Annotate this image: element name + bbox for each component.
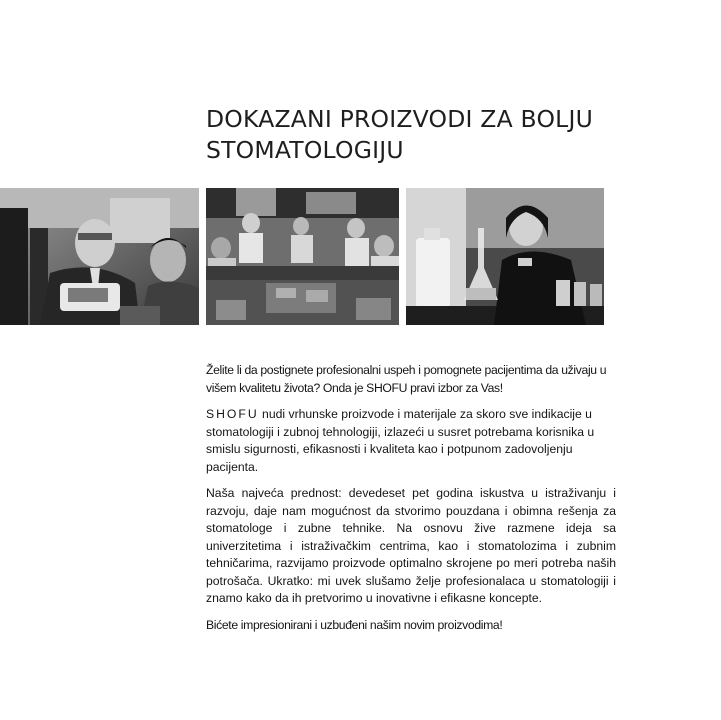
photo-dentists-examining-product: [0, 188, 199, 325]
advantage-paragraph: Naša najveća prednost: devedeset pet godina iskustva u istraživanju i razvoju, daje nam mogućnost da stvorimo pouzdana i obimna rešenja za stomatologe i zubne tehnike. Na osnovu žive razmene ideja sa univerzitetima i istraživačkim centrima, kao i stomatolozima i zubnim tehničarima, razvijamo proizvode optimalno skrojene po meri potreba naših potrošača. Ukratko: mi uvek slušamo želje profesionalaca u stomatologiji i znamo kako da ih pretvorimo u inovativne i efikasne koncepte.: [206, 486, 616, 605]
title-line-2: STOMATOLOGIJU: [206, 136, 404, 164]
closing-paragraph: Bićete impresionirani i uzbuđeni našim novim proizvodima!: [206, 617, 503, 632]
photo-strip: [0, 188, 721, 325]
brand-name: SHOFU: [206, 407, 259, 421]
shofu-paragraph: [206, 406, 616, 476]
photo-lab-researcher-flask: [406, 188, 604, 325]
shofu-paragraph-text: nudi vrhunske proizvode i materijale za skoro sve indikacije u stomatologiji i zubnoj tehnologiji, izlazeći u susret potrebama korisnika u smislu sigurnosti, efikasnosti i kvaliteta kao i potpunom zadovoljenju pacijenta.: [206, 407, 595, 474]
photo-dental-technicians-lab: [206, 188, 399, 325]
body-text: [206, 362, 616, 643]
title-line-1: DOKAZANI PROIZVODI ZA BOLJU: [206, 105, 593, 133]
intro-paragraph: Želite li da postignete profesionalni uspeh i pomognete pacijentima da uživaju u višem kvalitetu života? Onda je SHOFU pravi izbor za Vas!: [206, 363, 607, 395]
page-title: [206, 104, 666, 166]
